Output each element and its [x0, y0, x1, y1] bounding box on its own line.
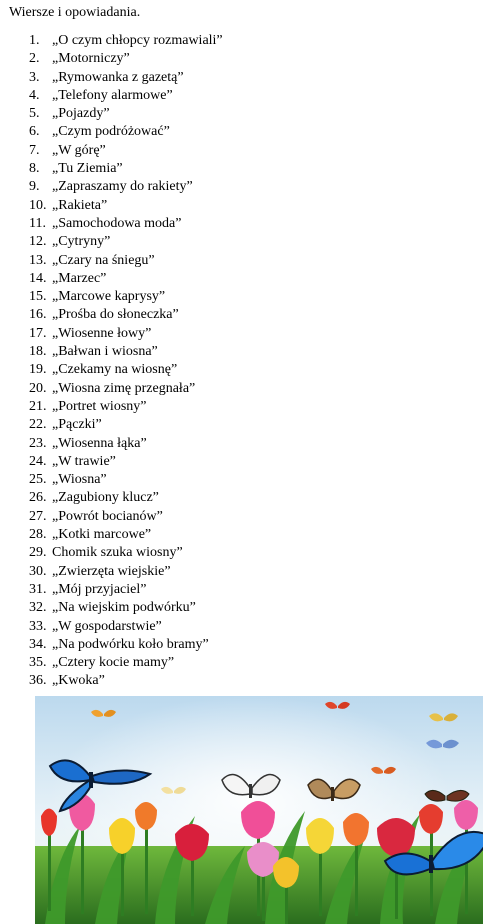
poem-number: 35.: [29, 655, 47, 671]
poem-number: 32.: [29, 600, 47, 616]
poem-title: „Portret wiosny”: [52, 398, 147, 414]
poem-number: 3.: [29, 69, 40, 85]
list-item: [0, 306, 494, 324]
poem-title: „Tu Ziemia”: [52, 161, 123, 177]
poem-title: „Cztery kocie mamy”: [52, 655, 175, 671]
poem-number: 1.: [29, 33, 40, 48]
poem-number: 10.: [29, 197, 47, 213]
poem-number: 34.: [29, 636, 47, 652]
list-item: [0, 636, 494, 654]
poem-title: „Zwierzęta wiejskie”: [52, 563, 171, 579]
list-item: [0, 160, 494, 178]
poem-title: „Marzec”: [52, 270, 107, 286]
poem-number: 20.: [29, 380, 47, 396]
poem-number: 26.: [29, 490, 47, 506]
poem-title: „Bałwan i wiosna”: [52, 344, 158, 360]
poem-number: 13.: [29, 252, 47, 268]
list-item: [0, 215, 494, 233]
poem-title: „Pojazdy”: [52, 106, 110, 122]
poem-number: 6.: [29, 124, 40, 140]
spring-scene-svg: [35, 696, 483, 924]
list-item: [0, 50, 494, 68]
poem-title: „W górę”: [52, 142, 106, 158]
list-item: [0, 343, 494, 361]
spring-tulips-butterflies-image: [35, 696, 483, 924]
list-item: [0, 105, 494, 123]
poem-number: 4.: [29, 87, 40, 103]
page-title: Wiersze i opowiadania.: [9, 5, 141, 20]
poem-title: „Czary na śniegu”: [52, 252, 155, 268]
poem-title: „Czym podróżować”: [52, 124, 170, 140]
poem-title: „Wiosna zimę przegnała”: [52, 380, 196, 396]
list-item: [0, 270, 494, 288]
poem-title: „Wiosna”: [52, 472, 107, 488]
list-item: [0, 618, 494, 636]
poem-title: Chomik szuka wiosny”: [52, 545, 183, 561]
list-item: [0, 380, 494, 398]
poem-number: 16.: [29, 307, 47, 323]
poem-number: 17.: [29, 325, 47, 341]
poem-title: „Czekamy na wiosnę”: [52, 362, 178, 378]
poem-number: 27.: [29, 508, 47, 524]
poem-title: „W trawie”: [52, 453, 116, 469]
list-item: [0, 563, 494, 581]
poem-title: „O czym chłopcy rozmawiali”: [52, 33, 223, 48]
list-item: [0, 489, 494, 507]
list-item: [0, 416, 494, 434]
poem-number: 28.: [29, 527, 47, 543]
list-item: [0, 471, 494, 489]
poem-title: „Telefony alarmowe”: [52, 87, 173, 103]
poem-title: „Cytryny”: [52, 234, 111, 250]
poem-number: 21.: [29, 398, 47, 414]
poem-number: 19.: [29, 362, 47, 378]
list-item: [0, 654, 494, 672]
poem-number: 22.: [29, 417, 47, 433]
list-item: [0, 32, 494, 50]
poem-title: „Wiosenne łowy”: [52, 325, 152, 341]
poem-title: „Samochodowa moda”: [52, 215, 182, 231]
poem-number: 30.: [29, 563, 47, 579]
poem-title: „Kwoka”: [52, 673, 105, 689]
list-item: [0, 398, 494, 416]
poem-title: „Zapraszamy do rakiety”: [52, 179, 193, 195]
poem-title: „Rakieta”: [52, 197, 108, 213]
poem-number: 7.: [29, 142, 40, 158]
poem-number: 8.: [29, 161, 40, 177]
poem-number: 5.: [29, 106, 40, 122]
list-item: [0, 252, 494, 270]
poem-list: [0, 32, 494, 691]
poem-number: 18.: [29, 344, 47, 360]
poem-title: „Kotki marcowe”: [52, 527, 152, 543]
poem-title: „Marcowe kaprysy”: [52, 289, 166, 305]
poem-number: 24.: [29, 453, 47, 469]
poem-number: 12.: [29, 234, 47, 250]
poem-title: „Motorniczy”: [52, 51, 130, 67]
poem-title: „Na podwórku koło bramy”: [52, 636, 209, 652]
list-item: [0, 288, 494, 306]
list-item: [0, 197, 494, 215]
poem-number: 36.: [29, 673, 47, 689]
list-item: [0, 87, 494, 105]
list-item: [0, 599, 494, 617]
poem-title: „Na wiejskim podwórku”: [52, 600, 196, 616]
poem-number: 11.: [29, 215, 46, 231]
poem-title: „W gospodarstwie”: [52, 618, 162, 634]
list-item: [0, 233, 494, 251]
poem-title: „Mój przyjaciel”: [52, 581, 147, 597]
poem-number: 25.: [29, 472, 47, 488]
list-item: [0, 178, 494, 196]
poem-number: 9.: [29, 179, 40, 195]
list-item: [0, 435, 494, 453]
poem-number: 15.: [29, 289, 47, 305]
poem-title: „Zagubiony klucz”: [52, 490, 159, 506]
poem-number: 31.: [29, 581, 47, 597]
list-item: [0, 69, 494, 87]
list-item: [0, 123, 494, 141]
list-item: [0, 581, 494, 599]
list-item: [0, 544, 494, 562]
list-item: [0, 453, 494, 471]
poem-title: „Powrót bocianów”: [52, 508, 163, 524]
poem-number: 33.: [29, 618, 47, 634]
poem-title: „Wiosenna łąka”: [52, 435, 147, 451]
poem-number: 2.: [29, 51, 40, 67]
poem-title: „Rymowanka z gazetą”: [52, 69, 184, 85]
poem-number: 14.: [29, 270, 47, 286]
list-item: [0, 508, 494, 526]
poem-number: 29.: [29, 545, 47, 561]
list-item: [0, 142, 494, 160]
list-item: [0, 672, 494, 690]
poem-title: „Prośba do słoneczka”: [52, 307, 179, 323]
list-item: [0, 526, 494, 544]
poem-title: „Pączki”: [52, 417, 102, 433]
list-item: [0, 325, 494, 343]
poem-number: 23.: [29, 435, 47, 451]
list-item: [0, 361, 494, 379]
